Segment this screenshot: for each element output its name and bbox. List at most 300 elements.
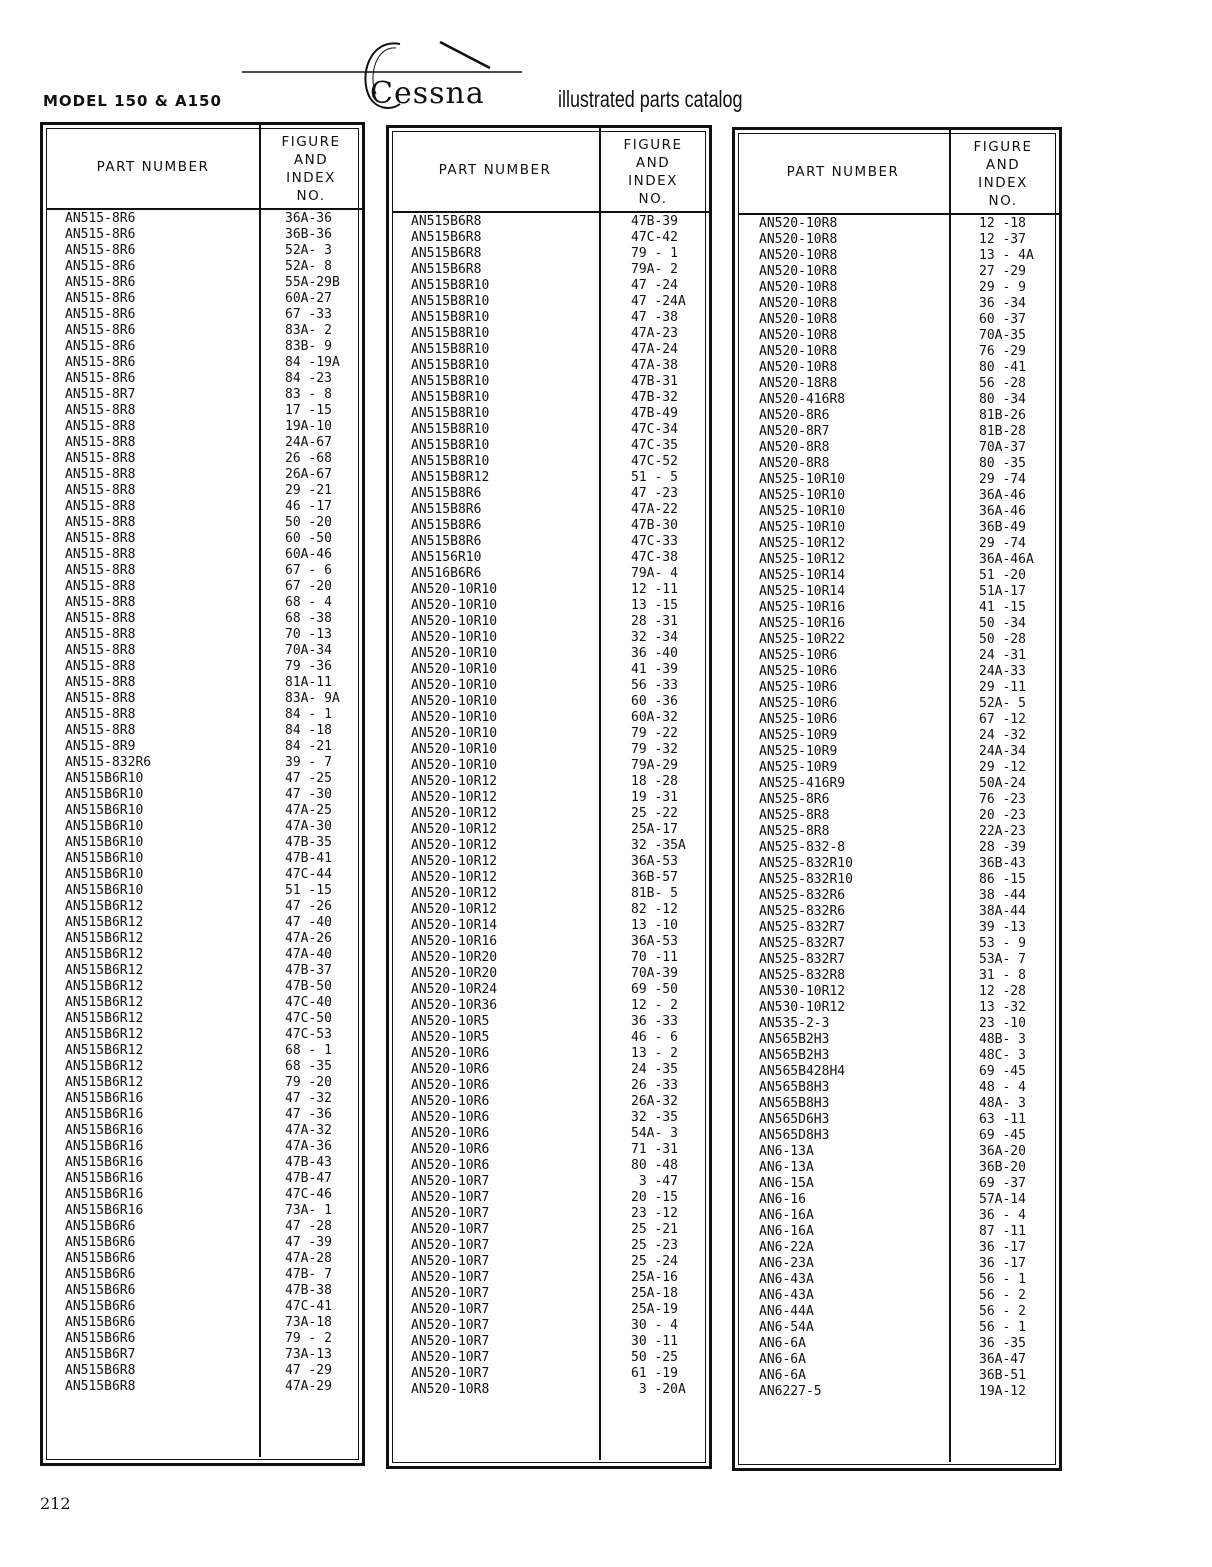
figure-index-cell: 47 -30 [285, 787, 332, 802]
figure-index-cell: 47B-39 [631, 214, 678, 229]
figure-index-cell: 79 -20 [285, 1075, 332, 1090]
part-number-cell: AN516B6R6 [411, 566, 482, 581]
part-number-cell: AN6-16A [759, 1208, 814, 1223]
part-number-cell: AN520-10R12 [411, 854, 498, 869]
part-number-cell: AN515-8R8 [65, 595, 136, 610]
part-number-cell: AN515-832R6 [65, 755, 152, 770]
figure-index-cell: 56 - 2 [979, 1304, 1026, 1319]
part-number-cell: AN515B6R12 [65, 1027, 144, 1042]
part-number-cell: AN525-10R16 [759, 616, 846, 631]
figure-index-cell: 79 -32 [631, 742, 678, 757]
figure-index-cell: 24 -32 [979, 728, 1026, 743]
part-number-cell: AN520-10R8 [759, 312, 838, 327]
part-number-cell: AN520-10R5 [411, 1030, 490, 1045]
figure-index-cell: 47 -25 [285, 771, 332, 786]
figure-index-cell: 70A-39 [631, 966, 678, 981]
figure-index-cell: 69 -37 [979, 1176, 1026, 1191]
part-number-list [411, 214, 497, 1398]
figure-index-cell: 19 -31 [631, 790, 678, 805]
figure-index-cell: 60A-27 [285, 291, 332, 306]
figure-index-cell: 47C-38 [631, 550, 678, 565]
part-number-cell: AN520-10R36 [411, 998, 498, 1013]
figure-index-cell: 13 - 4A [979, 248, 1034, 263]
figure-index-cell: 38 -44 [979, 888, 1026, 903]
figure-index-cell: 13 - 2 [631, 1046, 678, 1061]
part-number-cell: AN520-10R14 [411, 918, 498, 933]
part-number-cell: AN515-8R6 [65, 323, 136, 338]
part-number-cell: AN515-8R8 [65, 451, 136, 466]
part-number-cell: AN520-10R10 [411, 694, 498, 709]
part-number-cell: AN520-10R7 [411, 1190, 490, 1205]
part-number-cell: AN6-15A [759, 1176, 814, 1191]
part-number-cell: AN520-10R8 [759, 216, 838, 231]
part-number-cell: AN520-10R20 [411, 966, 498, 981]
figure-index-cell: 20 -15 [631, 1190, 678, 1205]
part-number-cell: AN515B6R12 [65, 995, 144, 1010]
figure-index-cell: 47A-38 [631, 358, 678, 373]
part-number-cell: AN515B6R10 [65, 771, 144, 786]
figure-index-cell: 68 -38 [285, 611, 332, 626]
figure-index-cell: 56 -28 [979, 376, 1026, 391]
part-number-cell: AN515-8R6 [65, 355, 136, 370]
part-number-cell: AN530-10R12 [759, 984, 846, 999]
part-number-cell: AN515B8R6 [411, 518, 482, 533]
part-number-cell: AN6-16 [759, 1192, 806, 1207]
figure-index-cell: 51 - 5 [631, 470, 678, 485]
part-number-cell: AN515-8R8 [65, 515, 136, 530]
figure-index-cell: 36A-46 [979, 504, 1026, 519]
part-number-cell: AN515B8R6 [411, 502, 482, 517]
figure-index-cell: 79 - 2 [285, 1331, 332, 1346]
part-number-cell: AN515B6R12 [65, 947, 144, 962]
figure-index-cell: 53A- 7 [979, 952, 1026, 967]
part-number-cell: AN515B6R12 [65, 899, 144, 914]
figure-index-cell: 60 -36 [631, 694, 678, 709]
figure-index-cell: 79A-29 [631, 758, 678, 773]
figure-index-cell: 24 -35 [631, 1062, 678, 1077]
figure-index-cell: 39 -13 [979, 920, 1026, 935]
part-number-cell: AN515B6R16 [65, 1123, 144, 1138]
part-number-cell: AN515B8R10 [411, 438, 490, 453]
figure-index-cell: 24A-34 [979, 744, 1026, 759]
figure-index-cell: 57A-14 [979, 1192, 1026, 1207]
figure-index-cell: 69 -50 [631, 982, 678, 997]
figure-index-cell: 36 -17 [979, 1256, 1026, 1271]
figure-index-cell: 29 -74 [979, 472, 1026, 487]
figure-index-cell: 80 -48 [631, 1158, 678, 1173]
figure-index-cell: 26 -33 [631, 1078, 678, 1093]
figure-index-cell: 86 -15 [979, 872, 1026, 887]
part-number-cell: AN525-10R10 [759, 488, 846, 503]
part-number-cell: AN520-10R7 [411, 1334, 490, 1349]
part-number-cell: AN515B8R6 [411, 486, 482, 501]
figure-index-cell: 79 -36 [285, 659, 332, 674]
figure-index-cell: 47 -24 [631, 278, 678, 293]
figure-index-cell: 81A-11 [285, 675, 332, 690]
part-number-cell: AN535-2-3 [759, 1016, 830, 1031]
figure-index-cell: 47C-52 [631, 454, 678, 469]
figure-index-cell: 25 -23 [631, 1238, 678, 1253]
figure-index-cell: 47C-33 [631, 534, 678, 549]
figure-index-cell: 39 - 7 [285, 755, 332, 770]
part-number-cell: AN520-10R10 [411, 758, 498, 773]
figure-index-header: FIGURE AND INDEX NO. [973, 139, 1033, 209]
figure-index-cell: 48C- 3 [979, 1048, 1026, 1063]
figure-index-cell: 47 -23 [631, 486, 678, 501]
figure-index-cell: 29 - 9 [979, 280, 1026, 295]
figure-index-cell: 29 -21 [285, 483, 332, 498]
figure-index-cell: 47C-35 [631, 438, 678, 453]
figure-index-cell: 36B-20 [979, 1160, 1026, 1175]
figure-index-cell: 48A- 3 [979, 1096, 1026, 1111]
part-number-cell: AN515B6R16 [65, 1155, 144, 1170]
figure-index-cell: 47A-22 [631, 502, 678, 517]
figure-index-cell: 81B-28 [979, 424, 1026, 439]
part-number-cell: AN515B6R7 [65, 1347, 136, 1362]
part-number-header: PART NUMBER [786, 164, 900, 180]
part-number-cell: AN515-8R6 [65, 211, 136, 226]
part-number-cell: AN515-8R8 [65, 707, 136, 722]
figure-index-cell: 29 -74 [979, 536, 1026, 551]
figure-index-cell: 47B-37 [285, 963, 332, 978]
part-number-cell: AN525-832R10 [759, 872, 853, 887]
part-number-cell: AN515B8R10 [411, 422, 490, 437]
figure-index-cell: 47C-42 [631, 230, 678, 245]
part-number-cell: AN525-10R16 [759, 600, 846, 615]
part-number-cell: AN515B8R10 [411, 358, 490, 373]
part-number-cell: AN520-10R20 [411, 950, 498, 965]
figure-index-cell: 67 -12 [979, 712, 1026, 727]
part-number-cell: AN515-8R8 [65, 643, 136, 658]
part-number-cell: AN520-10R10 [411, 710, 498, 725]
part-number-cell: AN6-43A [759, 1272, 814, 1287]
part-number-cell: AN515B6R16 [65, 1139, 144, 1154]
part-number-cell: AN515B6R8 [411, 262, 482, 277]
part-number-cell: AN520-8R8 [759, 456, 830, 471]
part-number-cell: AN515B6R12 [65, 979, 144, 994]
figure-index-cell: 67 - 6 [285, 563, 332, 578]
figure-index-cell: 13 -15 [631, 598, 678, 613]
parts-table-1 [40, 122, 365, 1466]
part-number-cell: AN5156R10 [411, 550, 482, 565]
model-title: MODEL 150 & A150 [43, 92, 222, 110]
part-number-cell: AN520-10R10 [411, 582, 498, 597]
figure-index-cell: 81B-26 [979, 408, 1026, 423]
part-number-cell: AN525-10R10 [759, 472, 846, 487]
figure-index-cell: 69 -45 [979, 1064, 1026, 1079]
figure-index-cell: 68 - 1 [285, 1043, 332, 1058]
part-number-cell: AN515B8R10 [411, 454, 490, 469]
part-number-cell: AN525-10R14 [759, 584, 846, 599]
part-number-cell: AN515-8R8 [65, 579, 136, 594]
figure-index-cell: 36A-36 [285, 211, 332, 226]
part-number-cell: AN515B6R6 [65, 1219, 136, 1234]
part-number-cell: AN520-10R7 [411, 1238, 490, 1253]
part-number-cell: AN520-10R6 [411, 1126, 490, 1141]
figure-index-cell: 47 -29 [285, 1363, 332, 1378]
part-number-cell: AN565B2H3 [759, 1048, 830, 1063]
figure-index-cell: 46 -17 [285, 499, 332, 514]
figure-index-cell: 36 - 4 [979, 1208, 1026, 1223]
figure-index-cell: 30 - 4 [631, 1318, 678, 1333]
figure-index-cell: 80 -41 [979, 360, 1026, 375]
figure-index-cell: 47C-44 [285, 867, 332, 882]
part-number-cell: AN520-10R12 [411, 774, 498, 789]
part-number-cell: AN520-8R7 [759, 424, 830, 439]
part-number-cell: AN515-8R8 [65, 435, 136, 450]
part-number-cell: AN525-10R12 [759, 536, 846, 551]
figure-index-cell: 83A- 2 [285, 323, 332, 338]
figure-index-cell: 47A-29 [285, 1379, 332, 1394]
figure-index-cell: 68 -35 [285, 1059, 332, 1074]
part-number-cell: AN520-10R8 [759, 328, 838, 343]
figure-index-cell: 47 -24A [631, 294, 686, 309]
part-number-cell: AN515-8R8 [65, 659, 136, 674]
figure-index-cell: 25A-17 [631, 822, 678, 837]
part-number-cell: AN515B8R10 [411, 342, 490, 357]
part-number-cell: AN515-8R6 [65, 275, 136, 290]
figure-index-cell: 24 -31 [979, 648, 1026, 663]
part-number-cell: AN520-10R8 [759, 248, 838, 263]
part-number-cell: AN520-10R7 [411, 1222, 490, 1237]
part-number-cell: AN515B8R6 [411, 534, 482, 549]
figure-index-cell: 41 -39 [631, 662, 678, 677]
part-number-cell: AN515-8R8 [65, 483, 136, 498]
catalog-title: illustrated parts catalog [558, 86, 743, 112]
part-number-cell: AN525-8R8 [759, 808, 830, 823]
figure-index-cell: 48 - 4 [979, 1080, 1026, 1095]
figure-index-cell: 67 -33 [285, 307, 332, 322]
figure-index-cell: 47A-40 [285, 947, 332, 962]
part-number-cell: AN515-8R8 [65, 723, 136, 738]
figure-index-cell: 69 -45 [979, 1128, 1026, 1143]
figure-index-cell: 50A-24 [979, 776, 1026, 791]
figure-index-cell: 19A-12 [979, 1384, 1026, 1399]
part-number-cell: AN515B6R10 [65, 883, 144, 898]
part-number-cell: AN520-416R8 [759, 392, 846, 407]
part-number-cell: AN515B6R6 [65, 1283, 136, 1298]
figure-index-cell: 47 -32 [285, 1091, 332, 1106]
figure-index-cell: 32 -35 [631, 1110, 678, 1125]
figure-index-cell: 60 -37 [979, 312, 1026, 327]
figure-index-list [979, 216, 1034, 1400]
figure-index-list [285, 211, 340, 1395]
figure-index-cell: 47A-36 [285, 1139, 332, 1154]
figure-index-cell: 47 -28 [285, 1219, 332, 1234]
figure-index-cell: 28 -31 [631, 614, 678, 629]
part-number-cell: AN520-10R7 [411, 1286, 490, 1301]
figure-index-cell: 20 -23 [979, 808, 1026, 823]
figure-index-cell: 83A- 9A [285, 691, 340, 706]
part-number-cell: AN515B6R6 [65, 1315, 136, 1330]
figure-index-cell: 47B- 7 [285, 1267, 332, 1282]
part-number-cell: AN520-10R10 [411, 630, 498, 645]
figure-index-cell: 47B-41 [285, 851, 332, 866]
part-number-cell: AN520-10R10 [411, 662, 498, 677]
figure-index-cell: 29 -12 [979, 760, 1026, 775]
part-number-cell: AN530-10R12 [759, 1000, 846, 1015]
figure-index-cell: 30 -11 [631, 1334, 678, 1349]
figure-index-cell: 46 - 6 [631, 1030, 678, 1045]
part-number-cell: AN525-832R7 [759, 936, 846, 951]
part-number-cell: AN515B6R16 [65, 1171, 144, 1186]
part-number-cell: AN520-10R6 [411, 1158, 490, 1173]
figure-index-cell: 47C-46 [285, 1187, 332, 1202]
part-number-cell: AN515-8R8 [65, 627, 136, 642]
figure-index-cell: 47B-30 [631, 518, 678, 533]
part-number-cell: AN520-10R7 [411, 1302, 490, 1317]
figure-index-cell: 87 -11 [979, 1224, 1026, 1239]
part-number-cell: AN515-8R6 [65, 339, 136, 354]
part-number-cell: AN515B6R10 [65, 787, 144, 802]
figure-index-cell: 47B-50 [285, 979, 332, 994]
figure-index-cell: 48B- 3 [979, 1032, 1026, 1047]
figure-index-cell: 13 -10 [631, 918, 678, 933]
part-number-cell: AN520-10R12 [411, 886, 498, 901]
part-number-cell: AN515B6R12 [65, 1043, 144, 1058]
part-number-cell: AN565B8H3 [759, 1096, 830, 1111]
part-number-cell: AN520-10R8 [759, 296, 838, 311]
figure-index-cell: 36B-57 [631, 870, 678, 885]
part-number-cell: AN520-10R6 [411, 1062, 490, 1077]
figure-index-cell: 47 -36 [285, 1107, 332, 1122]
figure-index-cell: 56 - 1 [979, 1320, 1026, 1335]
figure-index-cell: 67 -20 [285, 579, 332, 594]
part-number-cell: AN525-10R9 [759, 760, 838, 775]
part-number-cell: AN520-10R10 [411, 646, 498, 661]
part-number-cell: AN515B8R10 [411, 390, 490, 405]
part-number-cell: AN515B6R8 [411, 214, 482, 229]
part-number-cell: AN515B6R8 [65, 1379, 136, 1394]
part-number-cell: AN515B6R8 [65, 1363, 136, 1378]
figure-index-cell: 28 -39 [979, 840, 1026, 855]
part-number-cell: AN525-10R10 [759, 504, 846, 519]
part-number-cell: AN6-6A [759, 1352, 806, 1367]
part-number-cell: AN520-10R12 [411, 822, 498, 837]
figure-index-cell: 36A-46A [979, 552, 1034, 567]
figure-index-cell: 47C-41 [285, 1299, 332, 1314]
part-number-cell: AN520-8R8 [759, 440, 830, 455]
part-number-cell: AN520-10R6 [411, 1094, 490, 1109]
figure-index-cell: 84 -19A [285, 355, 340, 370]
figure-index-cell: 36B-43 [979, 856, 1026, 871]
figure-index-cell: 47A-23 [631, 326, 678, 341]
part-number-cell: AN520-10R7 [411, 1366, 490, 1381]
part-number-cell: AN6-13A [759, 1144, 814, 1159]
part-number-cell: AN525-8R8 [759, 824, 830, 839]
figure-index-cell: 12 -37 [979, 232, 1026, 247]
part-number-cell: AN525-10R22 [759, 632, 846, 647]
part-number-cell: AN520-10R7 [411, 1206, 490, 1221]
part-number-cell: AN520-10R10 [411, 678, 498, 693]
figure-index-cell: 81B- 5 [631, 886, 678, 901]
figure-index-cell: 50 -20 [285, 515, 332, 530]
figure-index-cell: 47C-50 [285, 1011, 332, 1026]
part-number-cell: AN515B6R6 [65, 1267, 136, 1282]
figure-index-cell: 80 -34 [979, 392, 1026, 407]
figure-index-cell: 63 -11 [979, 1112, 1026, 1127]
figure-index-header: FIGURE AND INDEX NO. [281, 134, 341, 204]
figure-index-cell: 18 -28 [631, 774, 678, 789]
figure-index-cell: 36A-20 [979, 1144, 1026, 1159]
figure-index-cell: 76 -29 [979, 344, 1026, 359]
part-number-cell: AN515B8R10 [411, 326, 490, 341]
figure-index-cell: 25 -22 [631, 806, 678, 821]
part-number-cell: AN520-10R10 [411, 726, 498, 741]
part-number-cell: AN520-10R10 [411, 742, 498, 757]
figure-index-cell: 55A-29B [285, 275, 340, 290]
part-number-cell: AN6227-5 [759, 1384, 822, 1399]
figure-index-cell: 56 -33 [631, 678, 678, 693]
part-number-cell: AN515B6R10 [65, 851, 144, 866]
figure-index-cell: 60 -50 [285, 531, 332, 546]
part-number-cell: AN525-10R9 [759, 728, 838, 743]
part-number-cell: AN515B8R10 [411, 278, 490, 293]
part-number-cell: AN515B8R10 [411, 294, 490, 309]
part-number-cell: AN515-8R8 [65, 547, 136, 562]
figure-index-cell: 47 -38 [631, 310, 678, 325]
figure-index-cell: 50 -34 [979, 616, 1026, 631]
part-number-cell: AN515B8R10 [411, 310, 490, 325]
part-number-cell: AN6-6A [759, 1336, 806, 1351]
part-number-cell: AN515B6R16 [65, 1091, 144, 1106]
part-number-cell: AN515B6R12 [65, 1075, 144, 1090]
figure-index-cell: 61 -19 [631, 1366, 678, 1381]
figure-index-cell: 12 -18 [979, 216, 1026, 231]
part-number-cell: AN525-10R6 [759, 696, 838, 711]
figure-index-cell: 36A-46 [979, 488, 1026, 503]
figure-index-cell: 25A-18 [631, 1286, 678, 1301]
part-number-cell: AN520-10R8 [759, 232, 838, 247]
part-number-cell: AN525-832R6 [759, 904, 846, 919]
figure-index-cell: 80 -35 [979, 456, 1026, 471]
figure-index-cell: 47B-49 [631, 406, 678, 421]
figure-index-cell: 84 - 1 [285, 707, 332, 722]
figure-index-cell: 3 -47 [631, 1174, 678, 1189]
figure-index-cell: 79A- 2 [631, 262, 678, 277]
part-number-cell: AN520-10R10 [411, 598, 498, 613]
figure-index-cell: 47 -40 [285, 915, 332, 930]
parts-table-3 [732, 127, 1062, 1471]
figure-index-cell: 84 -21 [285, 739, 332, 754]
part-number-cell: AN515-8R6 [65, 259, 136, 274]
part-number-cell: AN525-10R10 [759, 520, 846, 535]
part-number-cell: AN520-10R8 [759, 344, 838, 359]
part-number-cell: AN515-8R8 [65, 499, 136, 514]
part-number-cell: AN520-10R8 [759, 360, 838, 375]
figure-index-cell: 47 -39 [285, 1235, 332, 1250]
figure-index-cell: 27 -29 [979, 264, 1026, 279]
figure-index-cell: 29 -11 [979, 680, 1026, 695]
part-number-cell: AN565D6H3 [759, 1112, 830, 1127]
part-number-cell: AN6-6A [759, 1368, 806, 1383]
figure-index-cell: 83 - 8 [285, 387, 332, 402]
part-number-cell: AN515B6R16 [65, 1107, 144, 1122]
figure-index-cell: 70A-34 [285, 643, 332, 658]
figure-index-cell: 52A- 8 [285, 259, 332, 274]
part-number-cell: AN520-10R5 [411, 1014, 490, 1029]
figure-index-cell: 52A- 5 [979, 696, 1026, 711]
figure-index-cell: 47A-30 [285, 819, 332, 834]
part-number-header: PART NUMBER [438, 162, 552, 178]
part-number-cell: AN565D8H3 [759, 1128, 830, 1143]
part-number-cell: AN515B6R12 [65, 915, 144, 930]
figure-index-cell: 36B-36 [285, 227, 332, 242]
part-number-cell: AN515-8R8 [65, 403, 136, 418]
part-number-cell: AN515B6R10 [65, 803, 144, 818]
figure-index-cell: 25 -24 [631, 1254, 678, 1269]
figure-index-cell: 60A-46 [285, 547, 332, 562]
